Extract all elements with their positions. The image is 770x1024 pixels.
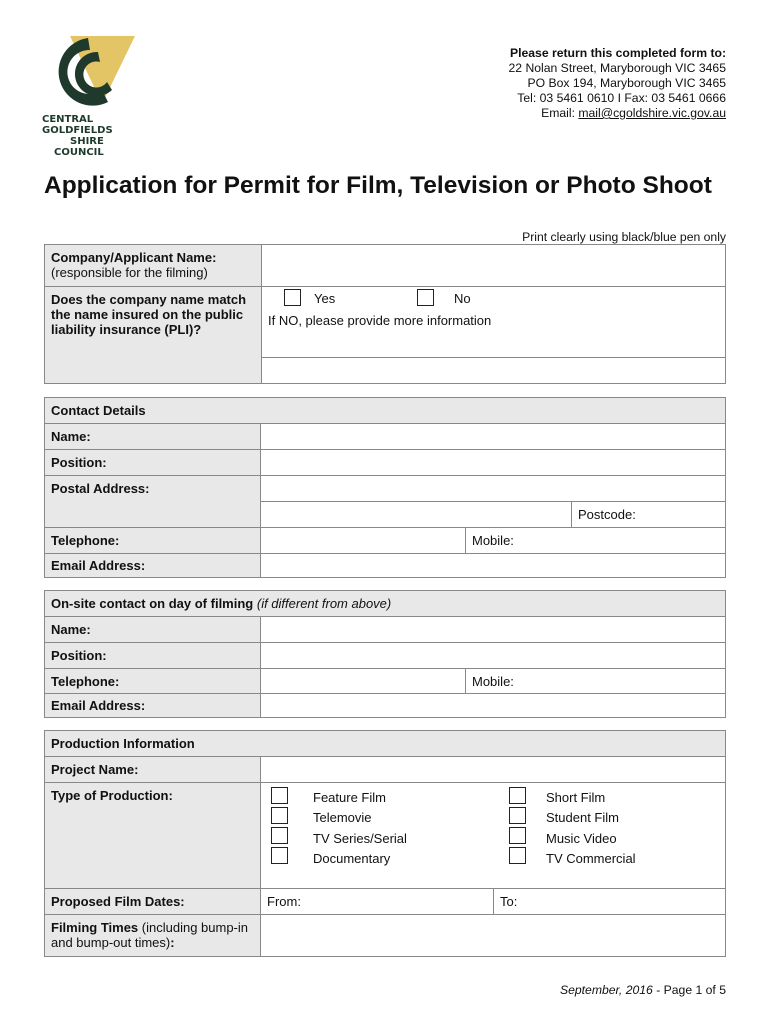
film-dates-label: Proposed Film Dates: [45,889,261,915]
onsite-position-label: Position: [45,643,261,669]
contact-postcode-field[interactable] [572,502,726,528]
telemovie-checkbox[interactable] [271,807,288,824]
pli-yes-checkbox[interactable] [284,289,301,306]
type-student-film: Student Film [546,810,619,826]
filming-times-note: (including bump-in and bump-out times) [51,920,249,950]
onsite-mobile-field[interactable] [466,669,726,694]
production-type-label: Type of Production: [45,783,261,889]
production-table [44,730,726,957]
logo-line-1: CENTRAL [42,114,94,125]
onsite-telephone-label: Telephone: [45,669,261,694]
contact-email-field[interactable] [261,554,726,578]
page-title: Application for Permit for Film, Television or Photo Shoot [44,172,712,199]
contact-telephone-label: Telephone: [45,528,261,554]
type-documentary: Documentary [313,850,391,866]
contact-postal-label: Postal Address: [45,476,261,528]
contact-postal-field[interactable] [261,476,726,502]
contact-email-label: Email Address: [45,554,261,578]
applicant-name-field[interactable] [262,245,726,287]
contact-position-label: Position: [45,450,261,476]
applicant-label: Company/Applicant Name: [51,250,217,265]
tv-series-checkbox[interactable] [271,827,288,844]
onsite-name-label: Name: [45,617,261,643]
film-date-from-label: From: [267,894,301,909]
contact-header: Contact Details [45,398,726,424]
student-film-checkbox[interactable] [509,807,526,824]
pli-no-checkbox[interactable] [417,289,434,306]
production-header: Production Information [45,731,726,757]
onsite-header-cell [45,591,726,617]
contact-table [44,397,726,578]
return-email-label: Email: [541,106,579,120]
film-date-from-field[interactable] [261,889,494,915]
contact-mobile-label: Mobile: [472,533,514,548]
type-short-film: Short Film [546,790,606,805]
return-email-link[interactable]: mail@cgoldshire.vic.gov.au [578,106,726,120]
pli-more-info-field[interactable] [262,358,726,384]
contact-name-label: Name: [45,424,261,450]
logo-line-2: GOLDFIELDS [42,125,113,136]
logo-line-3: SHIRE [70,136,104,147]
print-note: Print clearly using black/blue pen only [522,230,726,244]
filming-times-label: Filming Times [51,920,139,935]
documentary-checkbox[interactable] [271,847,288,864]
onsite-telephone-field[interactable] [261,669,466,694]
contact-postal-field-2[interactable] [261,502,572,528]
film-date-to-field[interactable] [494,889,726,915]
pli-question: Does the company name match the name insured on the public liability insurance (PLI)? [45,287,262,384]
footer-page-number: - Page 1 of 5 [652,983,726,997]
music-video-checkbox[interactable] [509,827,526,844]
contact-mobile-field[interactable] [466,528,726,554]
tv-commercial-checkbox[interactable] [509,847,526,864]
project-name-field[interactable] [261,757,726,783]
applicant-label-cell [45,245,262,287]
return-po-box: PO Box 194, Maryborough VIC 3465 [527,76,726,90]
filming-times-field[interactable] [261,915,726,957]
page-footer [560,983,726,997]
return-address [509,46,726,121]
film-date-to-label: To: [500,894,518,909]
footer-date: September, 2016 [559,983,653,997]
onsite-email-label: Email Address: [45,694,261,718]
type-tv-commercial: TV Commercial [546,850,636,866]
contact-telephone-field[interactable] [261,528,466,554]
contact-position-field[interactable] [261,450,726,476]
type-tv-series: TV Series/Serial [313,830,407,846]
council-logo [40,32,140,157]
return-heading: Please return this completed form to: [509,46,726,60]
applicant-sublabel: (responsible for the filming) [51,265,208,280]
onsite-header: On-site contact on day of filming [51,596,254,611]
pli-yes-label: Yes [314,291,336,306]
applicant-table [44,244,726,384]
type-music-video: Music Video [546,830,617,846]
pli-no-label: No [454,291,471,306]
pli-answer-cell [262,287,726,358]
filming-times-colon: : [170,935,175,950]
onsite-table [44,590,726,718]
filming-times-label-cell [45,915,261,957]
type-feature-film: Feature Film [313,790,386,805]
pli-if-no-note: If NO, please provide more information [268,313,492,328]
onsite-email-field[interactable] [261,694,726,718]
production-type-options [261,783,726,889]
return-phone: Tel: 03 5461 0610 I Fax: 03 5461 0666 [517,91,726,105]
short-film-checkbox[interactable] [509,787,526,804]
onsite-position-field[interactable] [261,643,726,669]
council-logo-mark [40,32,140,157]
return-street: 22 Nolan Street, Maryborough VIC 3465 [508,61,726,75]
contact-postcode-label: Postcode: [578,507,636,522]
contact-name-field[interactable] [261,424,726,450]
onsite-header-note: (if different from above) [256,596,392,611]
logo-line-4: COUNCIL [54,147,104,157]
onsite-mobile-label: Mobile: [472,673,514,689]
project-name-label: Project Name: [45,757,261,783]
type-telemovie: Telemovie [313,810,372,826]
onsite-name-field[interactable] [261,617,726,643]
feature-film-checkbox[interactable] [271,787,288,804]
